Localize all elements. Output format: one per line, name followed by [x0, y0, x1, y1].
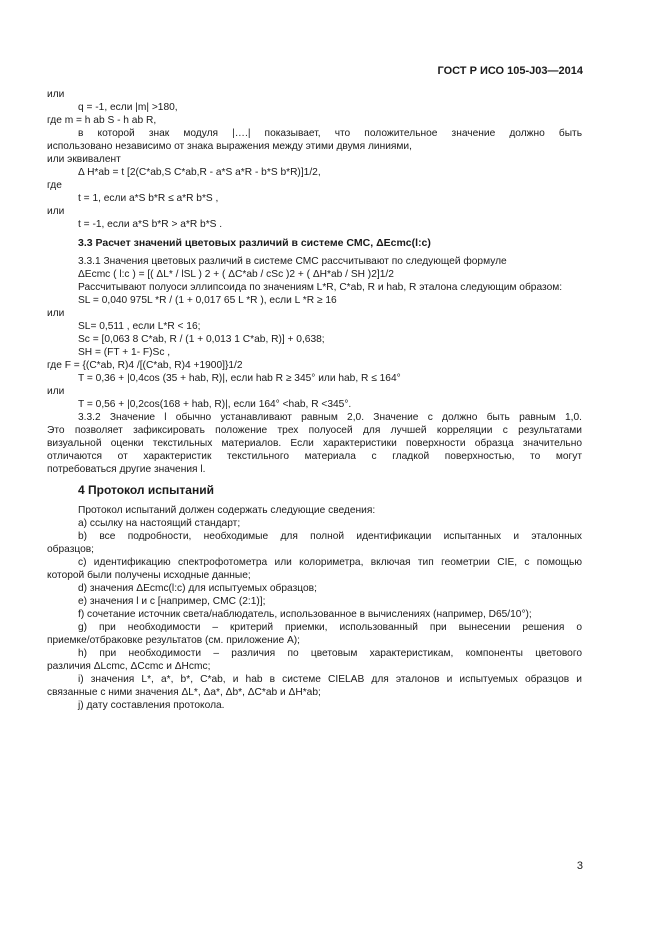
text-line: Sc = [0,063 8 C*ab, R / (1 + 0,013 1 C*ab, R)] + 0,638;	[78, 334, 325, 345]
text-line: или	[47, 206, 65, 217]
text-line: g) при необходимости – критерий приемки, использованный при вынесении решения о	[78, 622, 582, 633]
text-line: SL = 0,040 975L *R / (1 + 0,017 65 L *R ), если L *R ≥ 16	[78, 295, 337, 306]
text-line: 3.3.1 Значения цветовых различий в системе CMC рассчитывают по следующей формуле	[78, 256, 507, 267]
text-line: t = 1, если a*S b*R ≤ a*R b*S ,	[78, 193, 219, 204]
section-4-list	[47, 504, 582, 712]
text-line: где	[47, 180, 62, 191]
text-line: SL= 0,511 , если L*R < 16;	[78, 321, 201, 332]
document-header: ГОСТ Р ИСО 105-J03—2014	[437, 65, 583, 77]
document-body	[47, 88, 582, 712]
text-line: или	[47, 386, 65, 397]
text-line: потребоваться другие значения l.	[47, 464, 206, 475]
text-line: приемке/отбраковке результатов (см. приложение А);	[47, 635, 300, 646]
text-line: или эквивалент	[47, 154, 121, 165]
text-line: или	[47, 308, 65, 319]
formula-block-top	[47, 88, 582, 231]
text-line: j) дату составления протокола.	[78, 700, 225, 711]
text-line: c) идентификацию спектрофотометра или колориметра, включая тип геометрии CIE, с помощью	[78, 557, 582, 568]
text-line: Рассчитывают полуоси эллипсоида по значениям L*R, C*ab, R и hab, R эталона следующим образом:	[78, 282, 563, 293]
text-line: Δ H*ab = t [2(C*ab,S C*ab,R - a*S a*R - b*S b*R)]1/2,	[78, 167, 321, 178]
text-line: в которой знак модуля |….| показывает, что положительное значение должно быть	[78, 128, 582, 139]
text-line: t = -1, если a*S b*R > a*R b*S .	[78, 219, 223, 230]
paragraph-3-3-2	[47, 411, 582, 476]
text-line: Протокол испытаний должен содержать следующие сведения:	[78, 505, 376, 516]
text-line: d) значения ΔEcmc(l:c) для испытуемых образцов;	[78, 583, 317, 594]
text-line: ΔEcmc ( l:c ) = [( ΔL* / lSL ) 2 + ( ΔC*ab / cSc )2 + ( ΔH*ab / SH )2]1/2	[78, 269, 394, 280]
section-3-3-heading: 3.3 Расчет значений цветовых различий в системе CMC, ΔEcmc(l:c)	[78, 237, 431, 249]
text-line: SH = (FT + 1- F)Sc ,	[78, 347, 171, 358]
text-line: e) значения l и c [например, CMC (2:1)];	[78, 596, 266, 607]
text-line: q = -1, если |m| >180,	[78, 102, 178, 113]
text-line: образцов;	[47, 544, 95, 555]
text-line: которой были получены исходные данные;	[47, 570, 251, 581]
section-4-heading: 4 Протокол испытаний	[78, 483, 214, 497]
text-line: f) сочетание источник света/наблюдатель, использованное в вычислениях (например, D65/10°);	[78, 609, 532, 620]
text-line: где F = {(C*ab, R)4 /[(C*ab, R)4 +1900]}1/2	[47, 360, 243, 371]
text-line: h) при необходимости – различия по цветовым характеристикам, компоненты цветового	[78, 648, 582, 659]
text-line: где m = h ab S - h ab R,	[47, 115, 157, 126]
text-line: использовано независимо от знака выражения между этими двумя линиями,	[47, 141, 412, 152]
text-line: связанные с ними значения ΔL*, Δa*, Δb*, ΔC*ab и ΔH*ab;	[47, 687, 321, 698]
page-number: 3	[576, 860, 583, 872]
text-line: i) значения L*, a*, b*, C*ab, и hab в системе CIELAB для эталонов и испытуемых образцов и	[78, 674, 582, 685]
text-line: отличаются от характеристик текстильного материала с гладкой поверхностью, то могут	[47, 451, 582, 462]
text-line: T = 0,36 + |0,4cos (35 + hab, R)|, если hab R ≥ 345° или hab, R ≤ 164°	[78, 373, 401, 384]
text-line: Это позволяет зафиксировать положение трех полуосей для лучшей корреляции с результатами	[47, 425, 582, 436]
text-line: b) все подробности, необходимые для полной идентификации испытанных и эталонных	[78, 531, 582, 542]
text-line: или	[47, 89, 65, 100]
text-line: T = 0,56 + |0,2cos(168 + hab, R)|, если 164° <hab, R <345°.	[78, 399, 352, 410]
text-line: 3.3.2 Значение l обычно устанавливают равным 2,0. Значение c должно быть равным 1,0.	[78, 412, 582, 423]
formula-block-cmc	[47, 255, 582, 411]
text-line: а) ссылку на настоящий стандарт;	[78, 518, 241, 529]
text-line: различия ΔLcmc, ΔCcmc и ΔHcmc;	[47, 661, 211, 672]
text-line: визуальной оценки текстильных материалов. Если характеристики поверхности образца значительно	[47, 438, 582, 449]
